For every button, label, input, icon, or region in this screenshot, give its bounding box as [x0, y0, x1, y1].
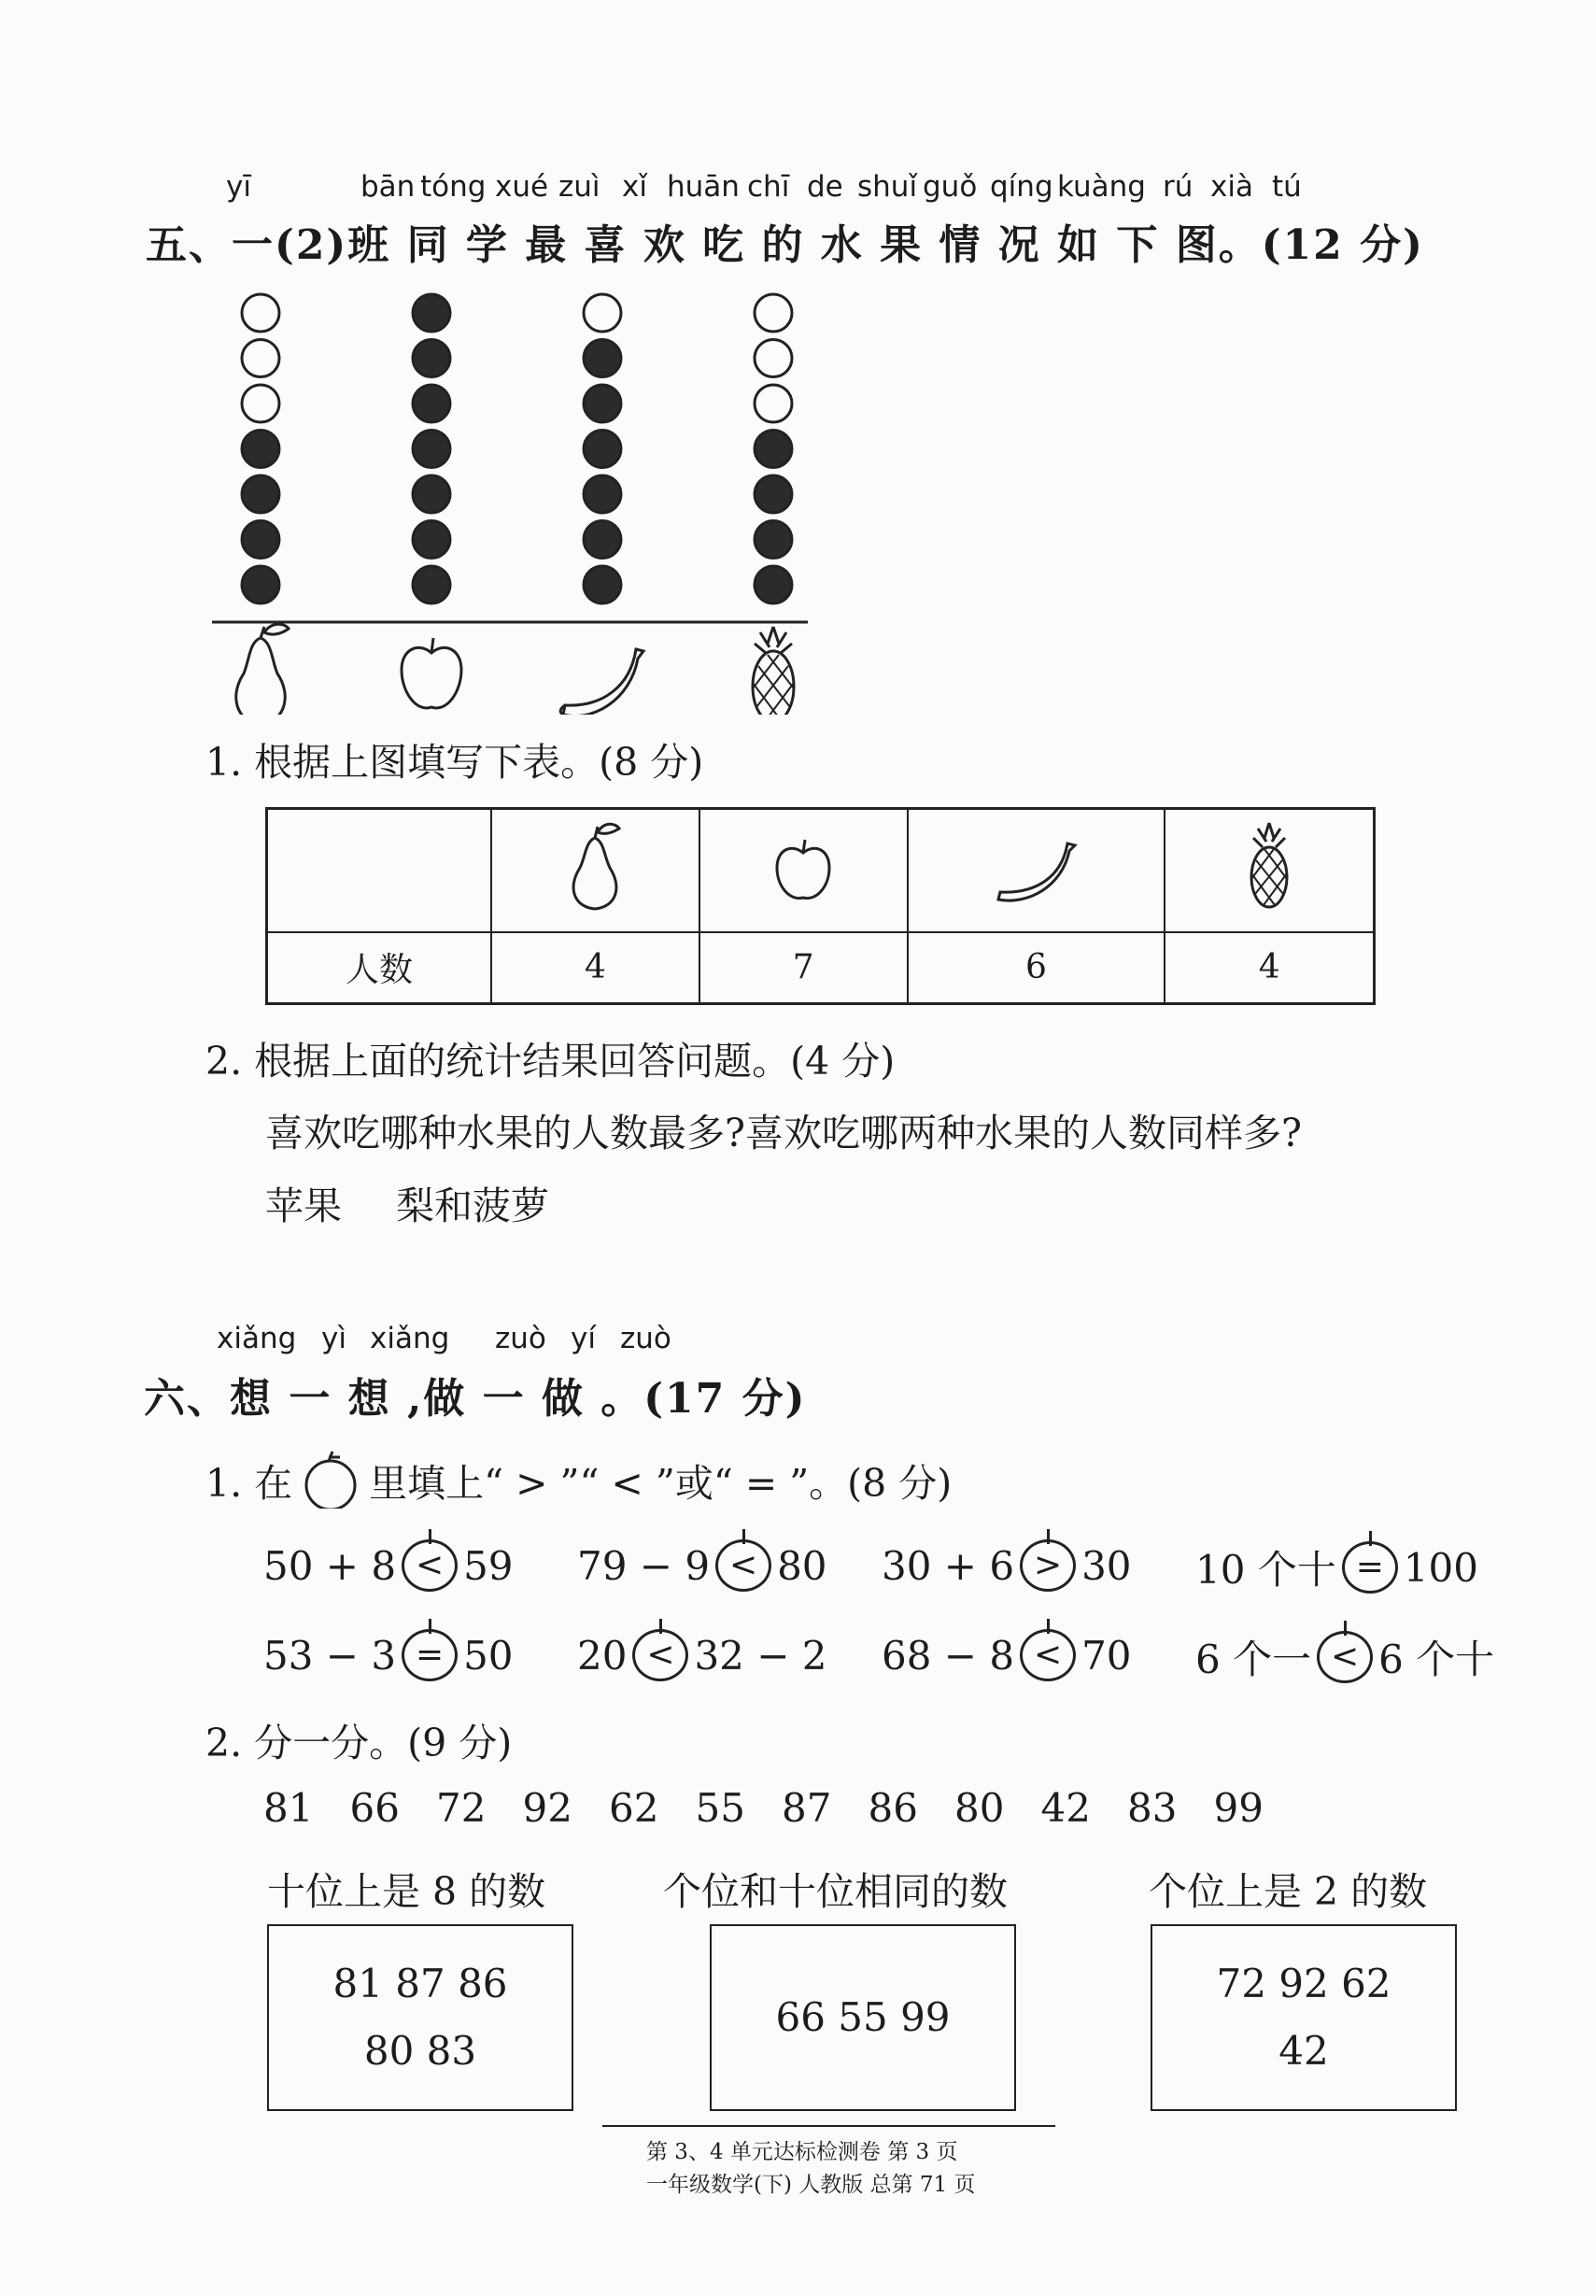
- pinyin-huan: huān: [667, 170, 740, 204]
- answer-line: 42: [1278, 2028, 1329, 2074]
- comparison-item: [577, 1629, 827, 1681]
- s6-q1-label-pre: 1. 在: [205, 1460, 293, 1506]
- pictograph-dot-pineapple-filled: [755, 475, 792, 513]
- number-item: 66: [349, 1785, 400, 1831]
- pineapple-icon: [1232, 819, 1306, 913]
- pinyin-zuo1: zuò: [495, 1322, 546, 1355]
- number-item: 87: [782, 1785, 832, 1831]
- comparison-sign-circle[interactable]: [1342, 1541, 1398, 1594]
- pictograph-dot-apple-filled: [413, 294, 450, 332]
- pinyin-shui: shuǐ: [857, 170, 918, 204]
- answer-line: 66 55 99: [775, 1994, 951, 2040]
- table-cell-pineapple: [1165, 809, 1374, 932]
- answer-box-ones-2: [1151, 1924, 1457, 2111]
- footer-unit-page: 第 3、4 单元达标检测卷 第 3 页: [646, 2140, 958, 2164]
- pinyin-xue: xué: [495, 170, 549, 204]
- pictograph-dot-pineapple-filled: [755, 566, 792, 603]
- pictograph-dot-banana-filled: [584, 566, 621, 603]
- pictograph-dot-apple-filled: [413, 385, 450, 422]
- comparison-left: 50 + 8: [263, 1542, 397, 1589]
- number-item: 72: [436, 1785, 487, 1831]
- pictograph-dot-apple-filled: [413, 566, 450, 603]
- comparison-sign-circle[interactable]: [402, 1629, 458, 1681]
- banana-icon: [560, 649, 643, 715]
- table-row-count: [267, 932, 1375, 1004]
- number-item: 80: [954, 1785, 1005, 1831]
- fruit-count-table: [265, 807, 1376, 1005]
- comparison-sign-circle[interactable]: [1020, 1629, 1076, 1681]
- comparison-sign-circle[interactable]: [632, 1629, 688, 1681]
- count-pineapple: 4: [1165, 932, 1374, 1004]
- table-header-row: [267, 809, 1375, 932]
- comparison-item: [882, 1539, 1132, 1592]
- group-title-tens-8: 十位上是 8 的数: [267, 1869, 546, 1914]
- comparison-right: 100: [1403, 1544, 1478, 1591]
- comparison-sign: =: [415, 1636, 445, 1674]
- number-item: 86: [868, 1785, 918, 1831]
- pictograph-dot-banana-empty: [584, 294, 621, 332]
- pinyin-yi: yī: [226, 170, 251, 204]
- s6-q1-label-post: 里填上“ > ”“ < ”或“ = ”。(8 分): [369, 1460, 953, 1506]
- count-apple: 7: [699, 932, 908, 1004]
- comparison-right: 70: [1081, 1632, 1132, 1679]
- pinyin-tu: tú: [1272, 170, 1302, 204]
- apple-icon: [402, 638, 461, 708]
- number-item: 81: [263, 1785, 314, 1831]
- pictograph-dot-apple-filled: [413, 475, 450, 513]
- comparison-item: [1195, 1539, 1478, 1595]
- row-header-count: 人数: [267, 932, 492, 1004]
- q2-label: 2. 根据上面的统计结果回答问题。(4 分): [205, 1039, 896, 1084]
- answer-box-tens-8: [267, 1924, 573, 2111]
- number-item: 55: [695, 1785, 745, 1831]
- comparison-sign: >: [1033, 1546, 1063, 1584]
- apple-stem-icon: [742, 1529, 745, 1544]
- comparison-left: 53 − 3: [263, 1632, 397, 1679]
- pinyin-xiang2: xiǎng: [370, 1322, 450, 1355]
- pictograph-dot-pear-filled: [242, 475, 279, 513]
- apple-stem-icon: [1047, 1529, 1050, 1544]
- pictograph-dot-pear-filled: [242, 521, 279, 559]
- table-cell-pear: [491, 809, 699, 932]
- pictograph-dot-pineapple-empty: [755, 385, 792, 422]
- number-item: 99: [1213, 1785, 1264, 1831]
- section5-title: 五、一(2)班 同 学 最 喜 欢 吃 的 水 果 情 况 如 下 图。(12 分): [146, 221, 1424, 269]
- pictograph-dot-pineapple-empty: [755, 340, 792, 377]
- comparison-sign: <: [1330, 1637, 1360, 1676]
- comparison-sign: <: [1033, 1636, 1063, 1674]
- pinyin-qing: qíng: [990, 170, 1053, 204]
- footer-rule: [602, 2125, 1055, 2127]
- pineapple-icon: [753, 627, 794, 715]
- apple-stem-icon: [429, 1529, 431, 1544]
- pinyin-chi: chī: [747, 170, 790, 204]
- pinyin-zui: zuì: [558, 170, 600, 204]
- fruit-pictograph-chart: [201, 285, 817, 715]
- comparison-item: [1195, 1629, 1494, 1685]
- comparison-sign-circle[interactable]: [715, 1539, 771, 1592]
- group-title-ones-2: 个位上是 2 的数: [1149, 1869, 1428, 1914]
- comparison-right: 30: [1081, 1542, 1132, 1589]
- comparison-left: 10 个十: [1195, 1547, 1336, 1593]
- pictograph-dot-apple-filled: [413, 431, 450, 468]
- comparison-item: [577, 1539, 827, 1592]
- pinyin-ru: rú: [1163, 170, 1193, 204]
- apple-stem-icon: [429, 1619, 431, 1634]
- pictograph-dot-pineapple-filled: [755, 521, 792, 559]
- comparison-sign-circle[interactable]: [1020, 1539, 1076, 1592]
- answer-line: 72 92 62: [1216, 1961, 1391, 2006]
- q1-label: 1. 根据上图填写下表。(8 分): [205, 740, 704, 785]
- pictograph-dot-banana-filled: [584, 431, 621, 468]
- q2-question: 喜欢吃哪种水果的人数最多?喜欢吃哪两种水果的人数同样多?: [265, 1111, 1302, 1155]
- pictograph-dot-banana-filled: [584, 340, 621, 377]
- table-cell-apple: [699, 809, 908, 932]
- pictograph-dot-pear-filled: [242, 431, 279, 468]
- footer-total-page: 一年级数学(下) 人教版 总第 71 页: [646, 2173, 976, 2197]
- answer-line: 81 87 86: [332, 1961, 508, 2006]
- pinyin-de: de: [807, 170, 843, 204]
- comparison-item: [263, 1629, 514, 1681]
- pictograph-dot-pear-filled: [242, 566, 279, 603]
- count-banana: 6: [908, 932, 1165, 1004]
- group-title-same-digits: 个位和十位相同的数: [663, 1869, 1008, 1914]
- s6-q1-label: [205, 1451, 952, 1509]
- pinyin-guo: guǒ: [923, 170, 978, 204]
- number-item: 83: [1127, 1785, 1178, 1831]
- number-item: 42: [1040, 1785, 1091, 1831]
- pinyin-zuo2: zuò: [620, 1322, 671, 1355]
- comparison-right: 80: [777, 1542, 827, 1589]
- pear-icon: [236, 624, 289, 715]
- table-corner-cell: [267, 809, 492, 932]
- pinyin-yi2: yí: [571, 1322, 596, 1355]
- pictograph-dot-pear-empty: [242, 385, 279, 422]
- comparison-right: 6 个十: [1378, 1637, 1495, 1682]
- pictograph-dot-banana-filled: [584, 521, 621, 559]
- pictograph-dot-banana-filled: [584, 475, 621, 513]
- q2-answer-most: 苹果: [265, 1183, 342, 1228]
- pinyin-xi: xǐ: [622, 170, 647, 204]
- q2-answer-same: 梨和菠萝: [396, 1183, 549, 1228]
- comparison-right: 50: [463, 1632, 514, 1679]
- pictograph-dot-apple-filled: [413, 521, 450, 559]
- comparison-sign: =: [1355, 1548, 1384, 1586]
- pinyin-xia: xià: [1210, 170, 1253, 204]
- apple-blank-icon: [298, 1451, 363, 1509]
- comparison-item: [263, 1539, 514, 1592]
- number-item: 62: [609, 1785, 659, 1831]
- pinyin-yi: yì: [321, 1322, 346, 1355]
- comparison-sign: <: [728, 1546, 758, 1584]
- comparison-left: 79 − 9: [577, 1542, 711, 1589]
- pictograph-dot-banana-filled: [584, 385, 621, 422]
- banana-icon: [989, 819, 1082, 913]
- answer-box-same-digits: [710, 1924, 1016, 2111]
- pinyin-tong: tóng: [420, 170, 487, 204]
- comparison-sign: <: [646, 1636, 675, 1674]
- pinyin-xiang1: xiǎng: [217, 1322, 297, 1355]
- comparison-sign-circle[interactable]: [1317, 1631, 1373, 1683]
- s6-q2-label: 2. 分一分。(9 分): [205, 1721, 513, 1765]
- pictograph-dot-pear-empty: [242, 294, 279, 332]
- count-pear: 4: [491, 932, 699, 1004]
- pear-icon: [558, 819, 632, 913]
- comparison-left: 6 个一: [1195, 1637, 1312, 1682]
- comparison-right: 59: [463, 1542, 514, 1589]
- pictograph-dot-pear-empty: [242, 340, 279, 377]
- apple-icon: [766, 819, 840, 913]
- pinyin-ban: bān: [360, 170, 416, 204]
- apple-stem-icon: [1369, 1531, 1372, 1546]
- table-cell-banana: [908, 809, 1165, 932]
- pinyin-kuang: kuàng: [1057, 170, 1146, 204]
- pictograph-dot-pineapple-empty: [755, 294, 792, 332]
- apple-stem-icon: [659, 1619, 662, 1634]
- comparison-sign-circle[interactable]: [402, 1539, 458, 1592]
- apple-stem-icon: [1047, 1619, 1050, 1634]
- comparison-right: 32 − 2: [694, 1632, 827, 1679]
- apple-stem-icon: [1344, 1621, 1347, 1636]
- comparison-sign: <: [415, 1546, 445, 1584]
- comparison-left: 30 + 6: [882, 1542, 1015, 1589]
- comparison-left: 68 − 8: [882, 1632, 1015, 1679]
- pictograph-dot-pineapple-filled: [755, 431, 792, 468]
- number-item: 92: [522, 1785, 572, 1831]
- section6-title: 六、想 一 想 ,做 一 做 。(17 分): [144, 1375, 807, 1423]
- comparison-left: 20: [577, 1632, 628, 1679]
- pictograph-dot-apple-filled: [413, 340, 450, 377]
- answer-line: 80 83: [363, 2028, 477, 2074]
- comparison-item: [882, 1629, 1132, 1681]
